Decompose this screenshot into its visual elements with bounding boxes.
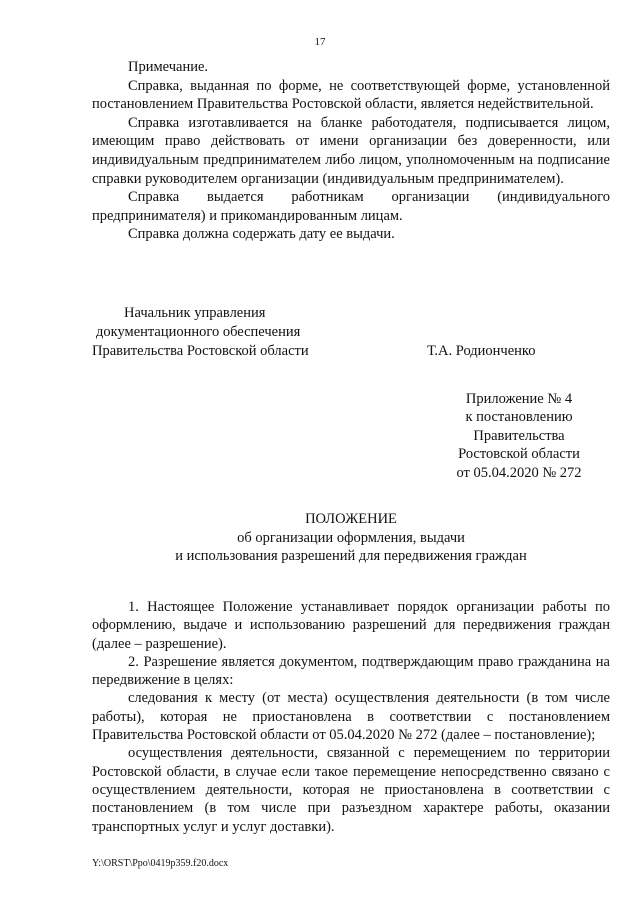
body-paragraph: следования к месту (от места) осуществления деятельности (в том числе работы), которая не приостановлена в соответствии с постановлением Правительства Ростовской области от 05.04.2020 № 272 (далее – постановление); [92,690,610,744]
appendix-line: от 05.04.2020 № 272 [456,464,582,481]
signatory-position: Начальник управления [124,305,266,321]
signatory-position: документационного обеспечения [96,324,301,340]
body-paragraph: осуществления деятельности, связанной с перемещением по территории Ростовской области, в случае если такое перемещение непосредственно связано с осуществлением деятельности, которая не приостановлена в соответствии с постановлением (в том числе при разъездном характере работы, оказании транспортных услуг и услуг доставки). [92,745,610,835]
title-heading: ПОЛОЖЕНИЕ [305,511,397,527]
appendix-line: Приложение № 4 [465,391,573,407]
body-paragraph: 1. Настоящее Положение устанавливает порядок организации работы по оформлению, выдаче и использованию разрешений для передвижения граждан (далее – разрешение). [92,599,610,652]
title-subtitle-line: об организации оформления, выдачи [237,529,465,546]
appendix-line: к постановлению [465,409,573,426]
note-section [92,58,610,244]
signatory-position: Правительства Ростовской области [92,343,309,359]
appendix-header [444,390,594,482]
page-number: 17 [314,36,326,48]
signature-block [92,304,610,361]
note-paragraph: Справка изготавливается на бланке работодателя, подписывается лицом, имеющим право действовать от имени организации без доверенности, или индивидуальным предпринимателем либо лицом, уполномоченным на подписание справки руководителем организации (индивидуальным предпринимателем). [92,114,610,187]
body-paragraph: 2. Разрешение является документом, подтверждающим право гражданина на передвижение в целях: [92,653,610,689]
appendix-line: Правительства [473,427,565,444]
appendix-line: Ростовской области [458,446,580,463]
note-heading: Примечание. [128,59,209,75]
note-paragraph: Справка должна содержать дату ее выдачи. [128,226,395,243]
footer-file-path: Y:\ORST\Ppo\0419p359.f20.docx [92,858,229,869]
note-paragraph: Справка, выданная по форме, не соответствующей форме, установленной постановлением Правительства Ростовской области, является недействительной. [92,77,610,113]
note-paragraph: Справка выдается работникам организации (индивидуального предпринимателя) и прикомандированным лицам. [92,189,610,224]
document-title [92,510,610,566]
regulation-body [92,598,610,836]
signatory-name: Т.А. Родионченко [427,343,536,359]
title-subtitle-line: и использования разрешений для передвижения граждан [175,548,527,565]
